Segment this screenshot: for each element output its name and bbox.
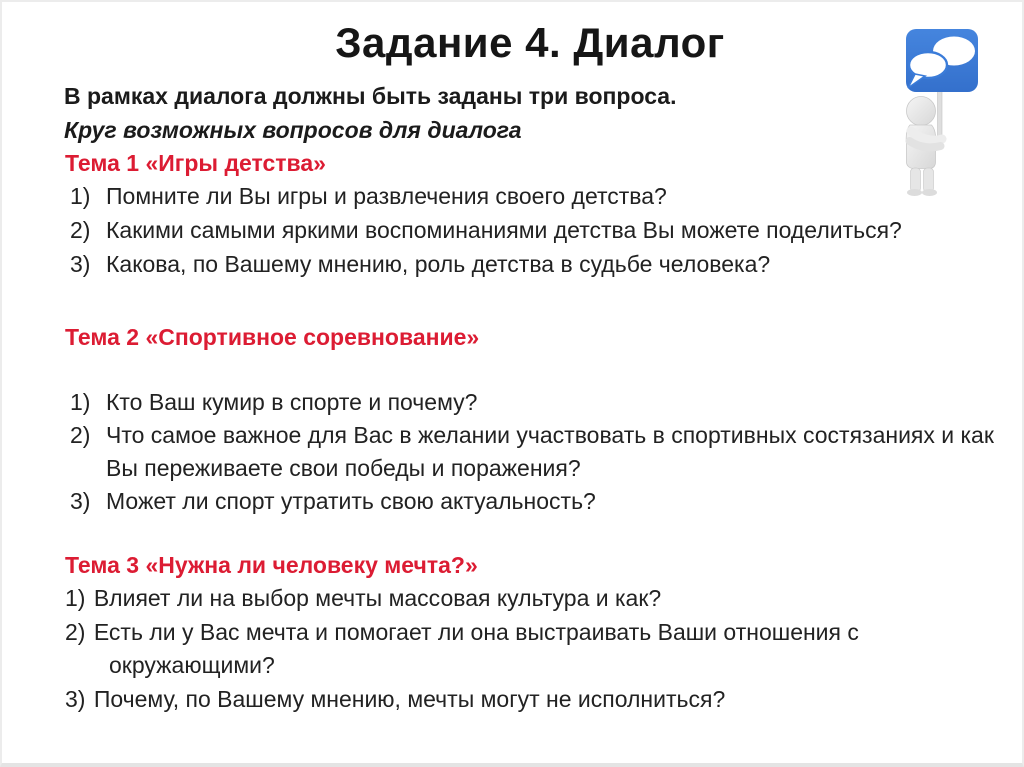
list-item — [70, 419, 1007, 485]
list-item — [70, 179, 1001, 213]
item-number: 3) — [70, 488, 91, 514]
speech-bubbles-sign-icon — [880, 22, 992, 197]
item-text: Помните ли Вы игры и развлечения своего детства? — [106, 183, 667, 209]
list-item — [70, 485, 1001, 518]
item-text: Влияет ли на выбор мечты массовая культура и как? — [93, 585, 662, 611]
item-text: Кто Ваш кумир в спорте и почему? — [106, 389, 478, 415]
list-item — [70, 386, 1001, 419]
item-number: 2) — [65, 618, 86, 645]
item-text: Почему, по Вашему мнению, мечты могут не исполниться? — [93, 685, 726, 712]
list-item — [70, 213, 1001, 247]
item-number: 2) — [70, 422, 91, 448]
item-text: Есть ли у Вас мечта и помогает ли она выстраивать Ваши отношения с окружающими? — [93, 618, 866, 678]
item-number: 1) — [70, 389, 91, 415]
item-number: 3) — [65, 685, 86, 712]
topic-3-heading: Тема 3 «Нужна ли человеку мечта?» — [65, 552, 478, 578]
topic-2-question-list — [70, 386, 1007, 518]
item-text: Может ли спорт утратить свою актуальность? — [106, 488, 596, 514]
topic-3-question-list — [65, 582, 990, 716]
item-text: Какими самыми яркими воспоминаниями детства Вы можете поделиться? — [106, 217, 902, 243]
figurine-body — [906, 97, 942, 197]
page-title: Задание 4. Диалог — [335, 19, 725, 66]
topic-2-heading: Тема 2 «Спортивное соревнование» — [65, 324, 480, 350]
list-item — [70, 247, 1001, 281]
topic-1-question-list — [70, 179, 1001, 281]
list-item — [65, 582, 990, 616]
figurine-with-speech-bubbles-icon — [880, 22, 992, 197]
list-item — [65, 616, 990, 683]
topic-1-heading: Тема 1 «Игры детства» — [65, 150, 326, 176]
item-text: Что самое важное для Вас в желании участвовать в спортивных состязаниях и как Вы переживаете свои победы и поражения? — [106, 422, 1007, 481]
intro-requirement-text: В рамках диалога должны быть заданы три вопроса. — [64, 83, 677, 109]
item-number: 1) — [70, 183, 91, 209]
item-number: 3) — [70, 251, 91, 277]
intro-subtitle-text: Круг возможных вопросов для диалога — [64, 117, 522, 143]
item-number: 1) — [65, 585, 86, 611]
item-number: 2) — [70, 217, 91, 243]
list-item — [65, 683, 990, 717]
item-text: Какова, по Вашему мнению, роль детства в судьбе человека? — [106, 251, 771, 277]
